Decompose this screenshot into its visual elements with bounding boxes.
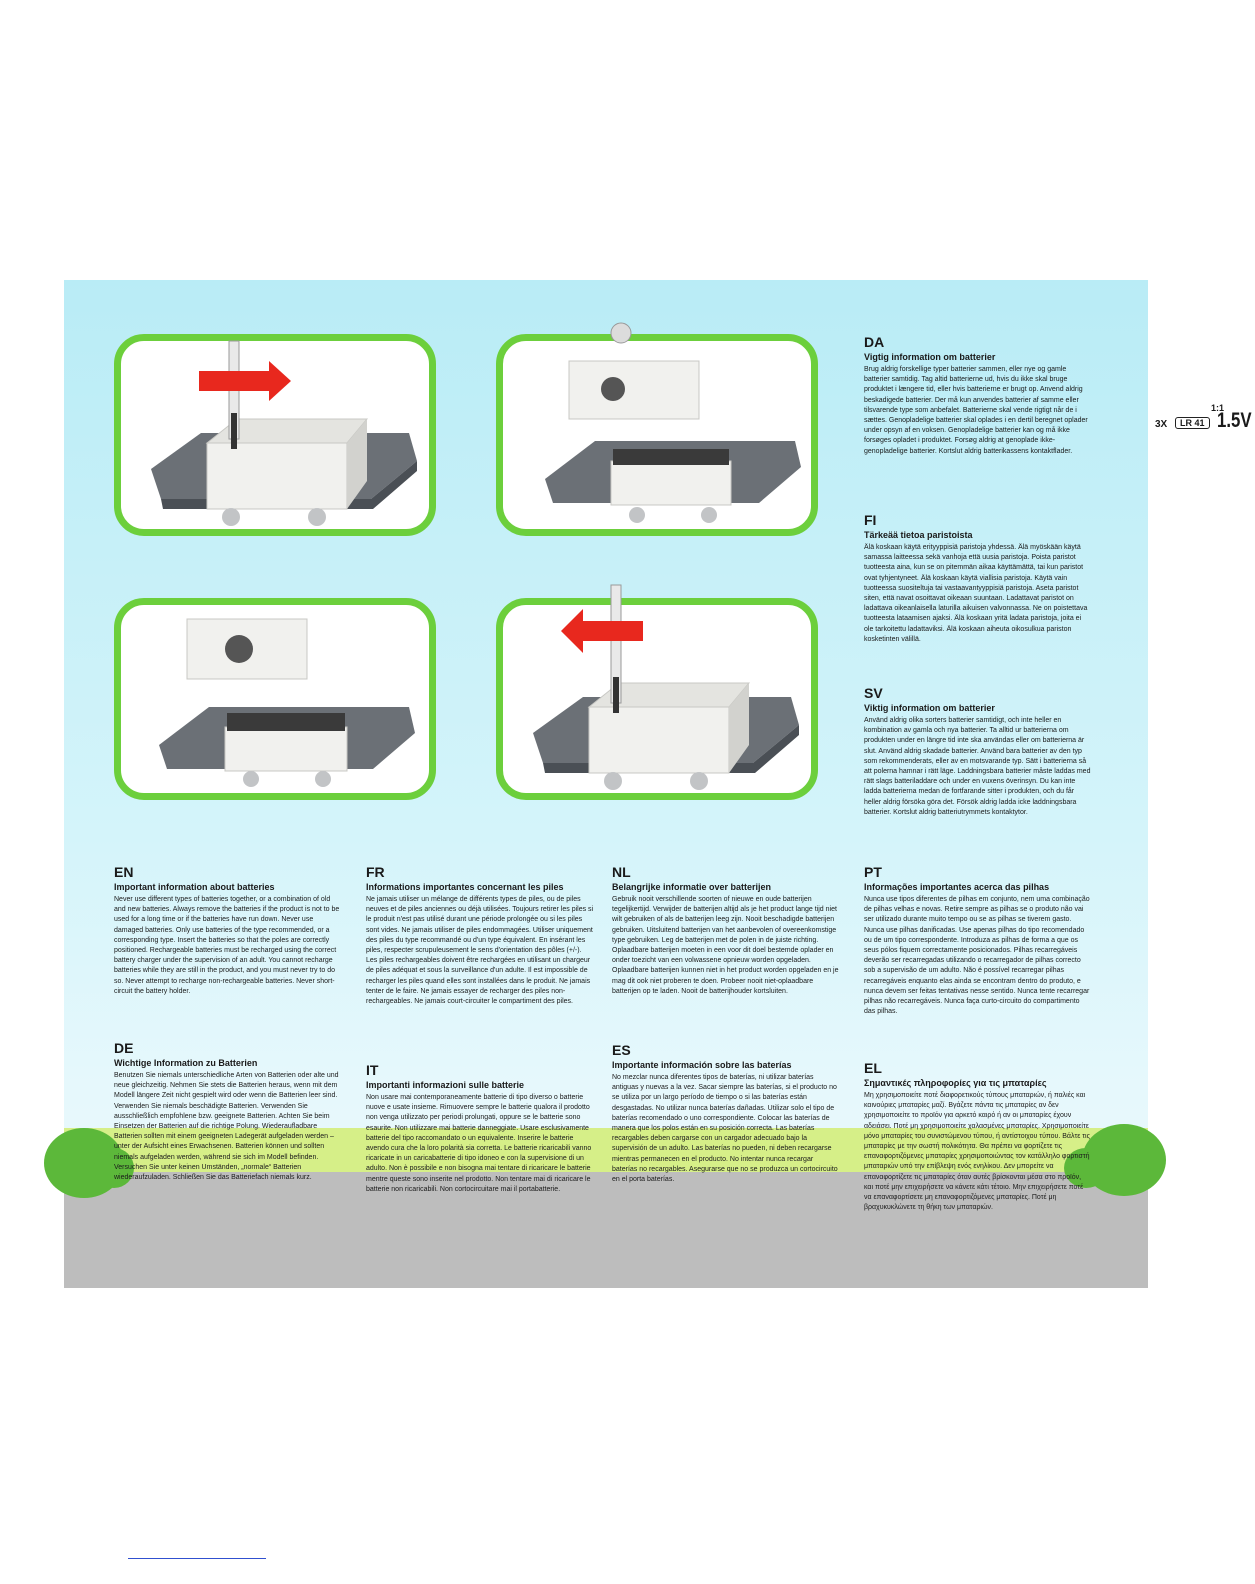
section-body: Benutzen Sie niemals unterschiedliche Arten von Batterien oder alte und neue gleichzeitig. Nehmen Sie stets die Batterien heraus, wenn mit dem Modell längere Zeit nicht gespielt wird oder wenn die Batterien leer sind. Verwenden Sie niemals beschädigte Batterien. Verwenden Sie ausschließlich empfohlene bzw. geeignete Batterien. Achten Sie beim Einsetzen der Batterien auf die richtige Polung. Wiederaufladbare Batterien sollten mit einem geeigneten Ladegerät aufgeladen werden – unter der Aufsicht eines Erwachsenen. Batterien können und sollten niemals aufgeladen werden, während sie sich im Modell befinden. Versuchen Sie unter keinen Umständen, „normale“ Batterien wiederaufzuladen. Schließen Sie das Batteriefach niemals kurz. — [114, 1072, 339, 1182]
section-fi — [864, 512, 1092, 645]
battery-type: LR 41 — [1175, 417, 1210, 429]
section-body: Använd aldrig olika sorters batterier samtidigt, och inte heller en kombination av gamla och nya batterier. Ta alltid ur batterierna om produkten under en längre tid inte ska användas eller om batterierna är slut. Använd aldrig skadade batterier. Använd bara batterier av den typ som rekommenderats, eller av en motsvarande typ. Sätt i batterierna så att polerna hamnar i rätt läge. Laddningsbara batterier måste laddas med rätt slags batteriladdare och under en vuxens överinsyn. Du kan inte ladda batterierna medan de fortfarande sitter i produkten, och du får heller aldrig försöka göra det. Försök aldrig ladda icke laddningsbara batterier. Kortslut aldrig batteriutrymmets kontaktytor. — [864, 717, 1091, 816]
battery-voltage: 1.5V — [1217, 409, 1252, 432]
section-body: Ne jamais utiliser un mélange de différents types de piles, ou de piles neuves et de piles anciennes ou déjà utilisées. Toujours retirer les piles si le produit n'est pas utilisé durant une période prolongée ou si les piles sont vides. Ne jamais utiliser de piles endommagées. Utiliser uniquement des piles du type recommandé ou d'un type équivalent. En insérant les piles, respecter scrupuleusement le sens d'orientation des pôles (+/-). Les piles rechargeables doivent être rechargées en utilisant un chargeur de piles adéquat et sous la surveillance d'un adulte. Il est impossible de recharger les piles quand elles sont installées dans le produit. Ne jamais tenter de le faire. Ne jamais essayer de recharger des piles non-rechargeables. Ne jamais court-circuiter le compartiment des piles. — [366, 896, 594, 1006]
footer-rule — [128, 1558, 266, 1559]
section-fr — [366, 864, 594, 1007]
section-heading: Belangrijke informatie over batterijen — [612, 882, 772, 892]
section-body: Älä koskaan käytä erityyppisiä paristoja yhdessä. Älä myöskään käytä samassa laitteessa sekä vanhoja että uusia paristoja. Poista paristot tuotteesta aina, kun se on pitemmän aikaa käyttämättä, tai kun paristot ovat tyhjentyneet. Älä koskaan käytä viallisia paristoja. Käytä vain tuotteessa suositeltuja tai vastaavantyyppisiä paristoja. Aseta paristot siten, että navat osoittavat oikeaan suuntaan. Ladattavat paristot on ladattava oikeanlaisella laturilla aikuisen valvonnassa. Ne on poistettava tuotteesta lataamisen ajaksi. Älä koskaan yritä ladata paristoja, joita ei ole tarkoitettu ladattaviksi. Älä koskaan aiheuta oikosulkua pariston kosketinten välillä. — [864, 544, 1088, 643]
section-heading: Vigtig information om batterier — [864, 352, 996, 362]
step-1-illustration — [121, 341, 429, 529]
step-2-illustration — [503, 341, 811, 529]
battery-quantity: 3X — [1155, 419, 1168, 430]
section-heading: Informações importantes acerca das pilhas — [864, 882, 1050, 892]
lang-code: IT — [366, 1062, 379, 1078]
lang-code: EL — [864, 1060, 882, 1076]
battery-ratio: 1:1 — [1211, 403, 1225, 413]
section-el — [864, 1060, 1092, 1213]
lang-code: FR — [366, 864, 385, 880]
section-heading: Important information about batteries — [114, 882, 275, 892]
step-1-panel — [114, 334, 436, 536]
step-3-illustration — [121, 605, 429, 793]
battery-spec — [1155, 403, 1255, 443]
section-sv — [864, 685, 1092, 818]
step-4-illustration — [503, 605, 811, 793]
section-body: Gebruik nooit verschillende soorten of nieuwe en oude batterijen tegelijkertijd. Verwijder de batterijen altijd als je het product lange tijd niet wilt gebruiken of als de batterijen leeg zijn. Nooit beschadigde batterijen gebruiken. Uitsluitend batterijen van het aanbevolen of overeenkomstige type gebruiken. Leg de batterijen met de polen in de juiste richting. Oplaadbare batterijen moeten in een voor dit doel bestemde oplader en onder toezicht van een volwassene opnieuw worden opgeladen. Oplaadbare batterijen kunnen niet in het product worden opgeladen en je mag dit ook niet proberen te doen. Probeer nooit niet-oplaadbare batterijen op te laden. Nooit de batterijhouder kortsluiten. — [612, 896, 839, 995]
section-es — [612, 1042, 840, 1185]
section-heading: Viktig information om batterier — [864, 703, 995, 713]
lang-code: DE — [114, 1040, 134, 1056]
step-3-panel — [114, 598, 436, 800]
section-body: Μη χρησιμοποιείτε ποτέ διαφορετικούς τύπους μπαταριών, ή παλιές και καινούριες μπαταρίες μαζί. Βγάζετε πάντα τις μπαταρίες αν δεν χρησιμοποιείτε το προϊόν για αρκετό καιρό ή αν οι μπαταρίες έχουν αδειάσει. Ποτέ μη χρησιμοποιείτε χαλασμένες μπαταρίες. Χρησιμοποιείτε μόνο μπαταρίες του συνιστώμενου τύπου, ή αντίστοιχου τύπου. Βάλτε τις μπαταρίες με την σωστή πολικότητα. Θα πρέπει να φορτίζετε τις επαναφορτιζόμενες μπαταρίες χρησιμοποιώντας τον κατάλληλο φορτιστή μπαταριών υπό την επίβλεψη ενός ενηλίκου. Δεν μπορείτε να επαναφορτίζετε τις μπαταρίες όταν αυτές βρίσκονται μέσα στο προϊόν, και ποτέ μην επιχειρήσετε να κάνετε κάτι τέτοιο. Μην επιχειρήσετε ποτέ να επαναφορτίσετε μη επαναφορτιζόμενες μπαταρίες. Ποτέ μη βραχυκυκλώνετε τη θήκη των μπαταριών. — [864, 1092, 1090, 1212]
section-body: Nunca use tipos diferentes de pilhas em conjunto, nem uma combinação de pilhas velhas e novas. Retire sempre as pilhas se o produto não vai ser utilizado durante muito tempo ou se as pilhas se tiverem gasto. Nunca use pilhas danificadas. Use apenas pilhas do tipo recomendado ou de um tipo correspondente. Introduza as pilhas de forma a que os seus pólos fiquem correctamente posicionados. Pilhas recarregáveis deverão ser recarregadas utilizando o recarregador de pilhas correcto sob a supervisão de um adulto. Não é possível recarregar pilhas recarregáveis enquanto elas ainda se encontram dentro do produto, e nunca devem ser feitas tentativas nesse sentido. Nunca tente recarregar pilhas não recarregáveis. Nunca faça curto-circuito do compartimento das pilhas. — [864, 896, 1090, 1016]
instruction-sheet — [64, 280, 1252, 1288]
section-it — [366, 1062, 594, 1195]
section-heading: Σημαντικές πληροφορίες για τις μπαταρίες — [864, 1078, 1047, 1088]
section-heading: Importanti informazioni sulle batterie — [366, 1080, 525, 1090]
lang-code: NL — [612, 864, 631, 880]
lang-code: PT — [864, 864, 882, 880]
section-heading: Tärkeää tietoa paristoista — [864, 530, 973, 540]
step-4-panel — [496, 598, 818, 800]
section-body: No mezclar nunca diferentes tipos de baterías, ni utilizar baterías antiguas y nuevas a la vez. Sacar siempre las baterías, si el producto no se utiliza por un largo período de tiempo o si las baterías están desgastadas. No utilizar nunca baterías dañadas. Utilizar solo el tipo de baterías recomendado o uno correspondiente. Colocar las baterías de manera que los polos están en su posición correcta. Las baterías recargables deben cargarse con un cargador adecuado bajo la supervisión de un adulto. Las baterías no pueden, ni deben recargarse mientras permanecen en el producto. No intentar nunca recargar baterías no recargables. Asegurarse que no se produzca un cortocircuito en el porta baterías. — [612, 1074, 838, 1184]
section-body: Brug aldrig forskellige typer batterier sammen, eller nye og gamle batterier samtidig. Tag altid batterierne ud, hvis du ikke skal bruge produktet i længere tid, eller hvis batterierne er brugt op. Anvend aldrig beskadigede batterier. Der må kun anvendes batterier af samme eller tilsvarende type som anbefalet. Batterierne skal vende rigtigt når de i sættes. Genopladelige batterier skal oplades i en dertil beregnet oplader under opsyn af en voksen. Genopladelige batterier kan og må ikke forsøges opladet i produktet. Forsøg aldrig at genoplade ikke-genopladelige batterier. Kortslut aldrig batterikassens kontaktflader. — [864, 366, 1088, 455]
lang-code: SV — [864, 685, 883, 701]
lang-code: ES — [612, 1042, 631, 1058]
section-heading: Informations importantes concernant les piles — [366, 882, 564, 892]
section-heading: Wichtige Information zu Batterien — [114, 1058, 258, 1068]
section-pt — [864, 864, 1092, 1017]
lang-code: EN — [114, 864, 134, 880]
section-heading: Importante información sobre las baterías — [612, 1060, 792, 1070]
section-en — [114, 864, 342, 997]
section-da — [864, 334, 1092, 457]
lang-code: DA — [864, 334, 885, 350]
section-body: Never use different types of batteries together, or a combination of old and new batteries. Always remove the batteries if the product is not to be used for a long time or if the batteries have run down. Never use damaged batteries. Only use batteries of the type recommended, or a corresponding type. Insert the batteries so that the poles are correctly positioned. Rechargeable batteries must be recharged using the correct battery charger under the supervision of an adult. You cannot recharge batteries while they are still in the product, and you must never try to do so. Never attempt to recharge non-rechargeable batteries. Never short-circuit the battery holder. — [114, 896, 340, 995]
section-nl — [612, 864, 840, 997]
section-de — [114, 1040, 342, 1183]
section-body: Non usare mai contemporaneamente batterie di tipo diverso o batterie nuove e usate insieme. Rimuovere sempre le batterie qualora il prodotto non venga utilizzato per periodi prolungati, oppure se le batterie sono esaurite. Non utilizzare mai batterie danneggiate. Usare esclusivamente batterie del tipo raccomandato o un equivalente. Inserire le batterie avendo cura che la loro polarità sia corretta. Le batterie ricaricabili vanno ricaricate in un caricabatterie di tipo idoneo e con la supervisione di un adulto. Non è possibile e non bisogna mai tentare di ricaricare le batterie mentre queste sono inserite nel prodotto. Non tentare mai di ricaricare le batterie non ricaricabili. Non cortocircuitare mai il portabatterie. — [366, 1094, 592, 1193]
lang-code: FI — [864, 512, 877, 528]
